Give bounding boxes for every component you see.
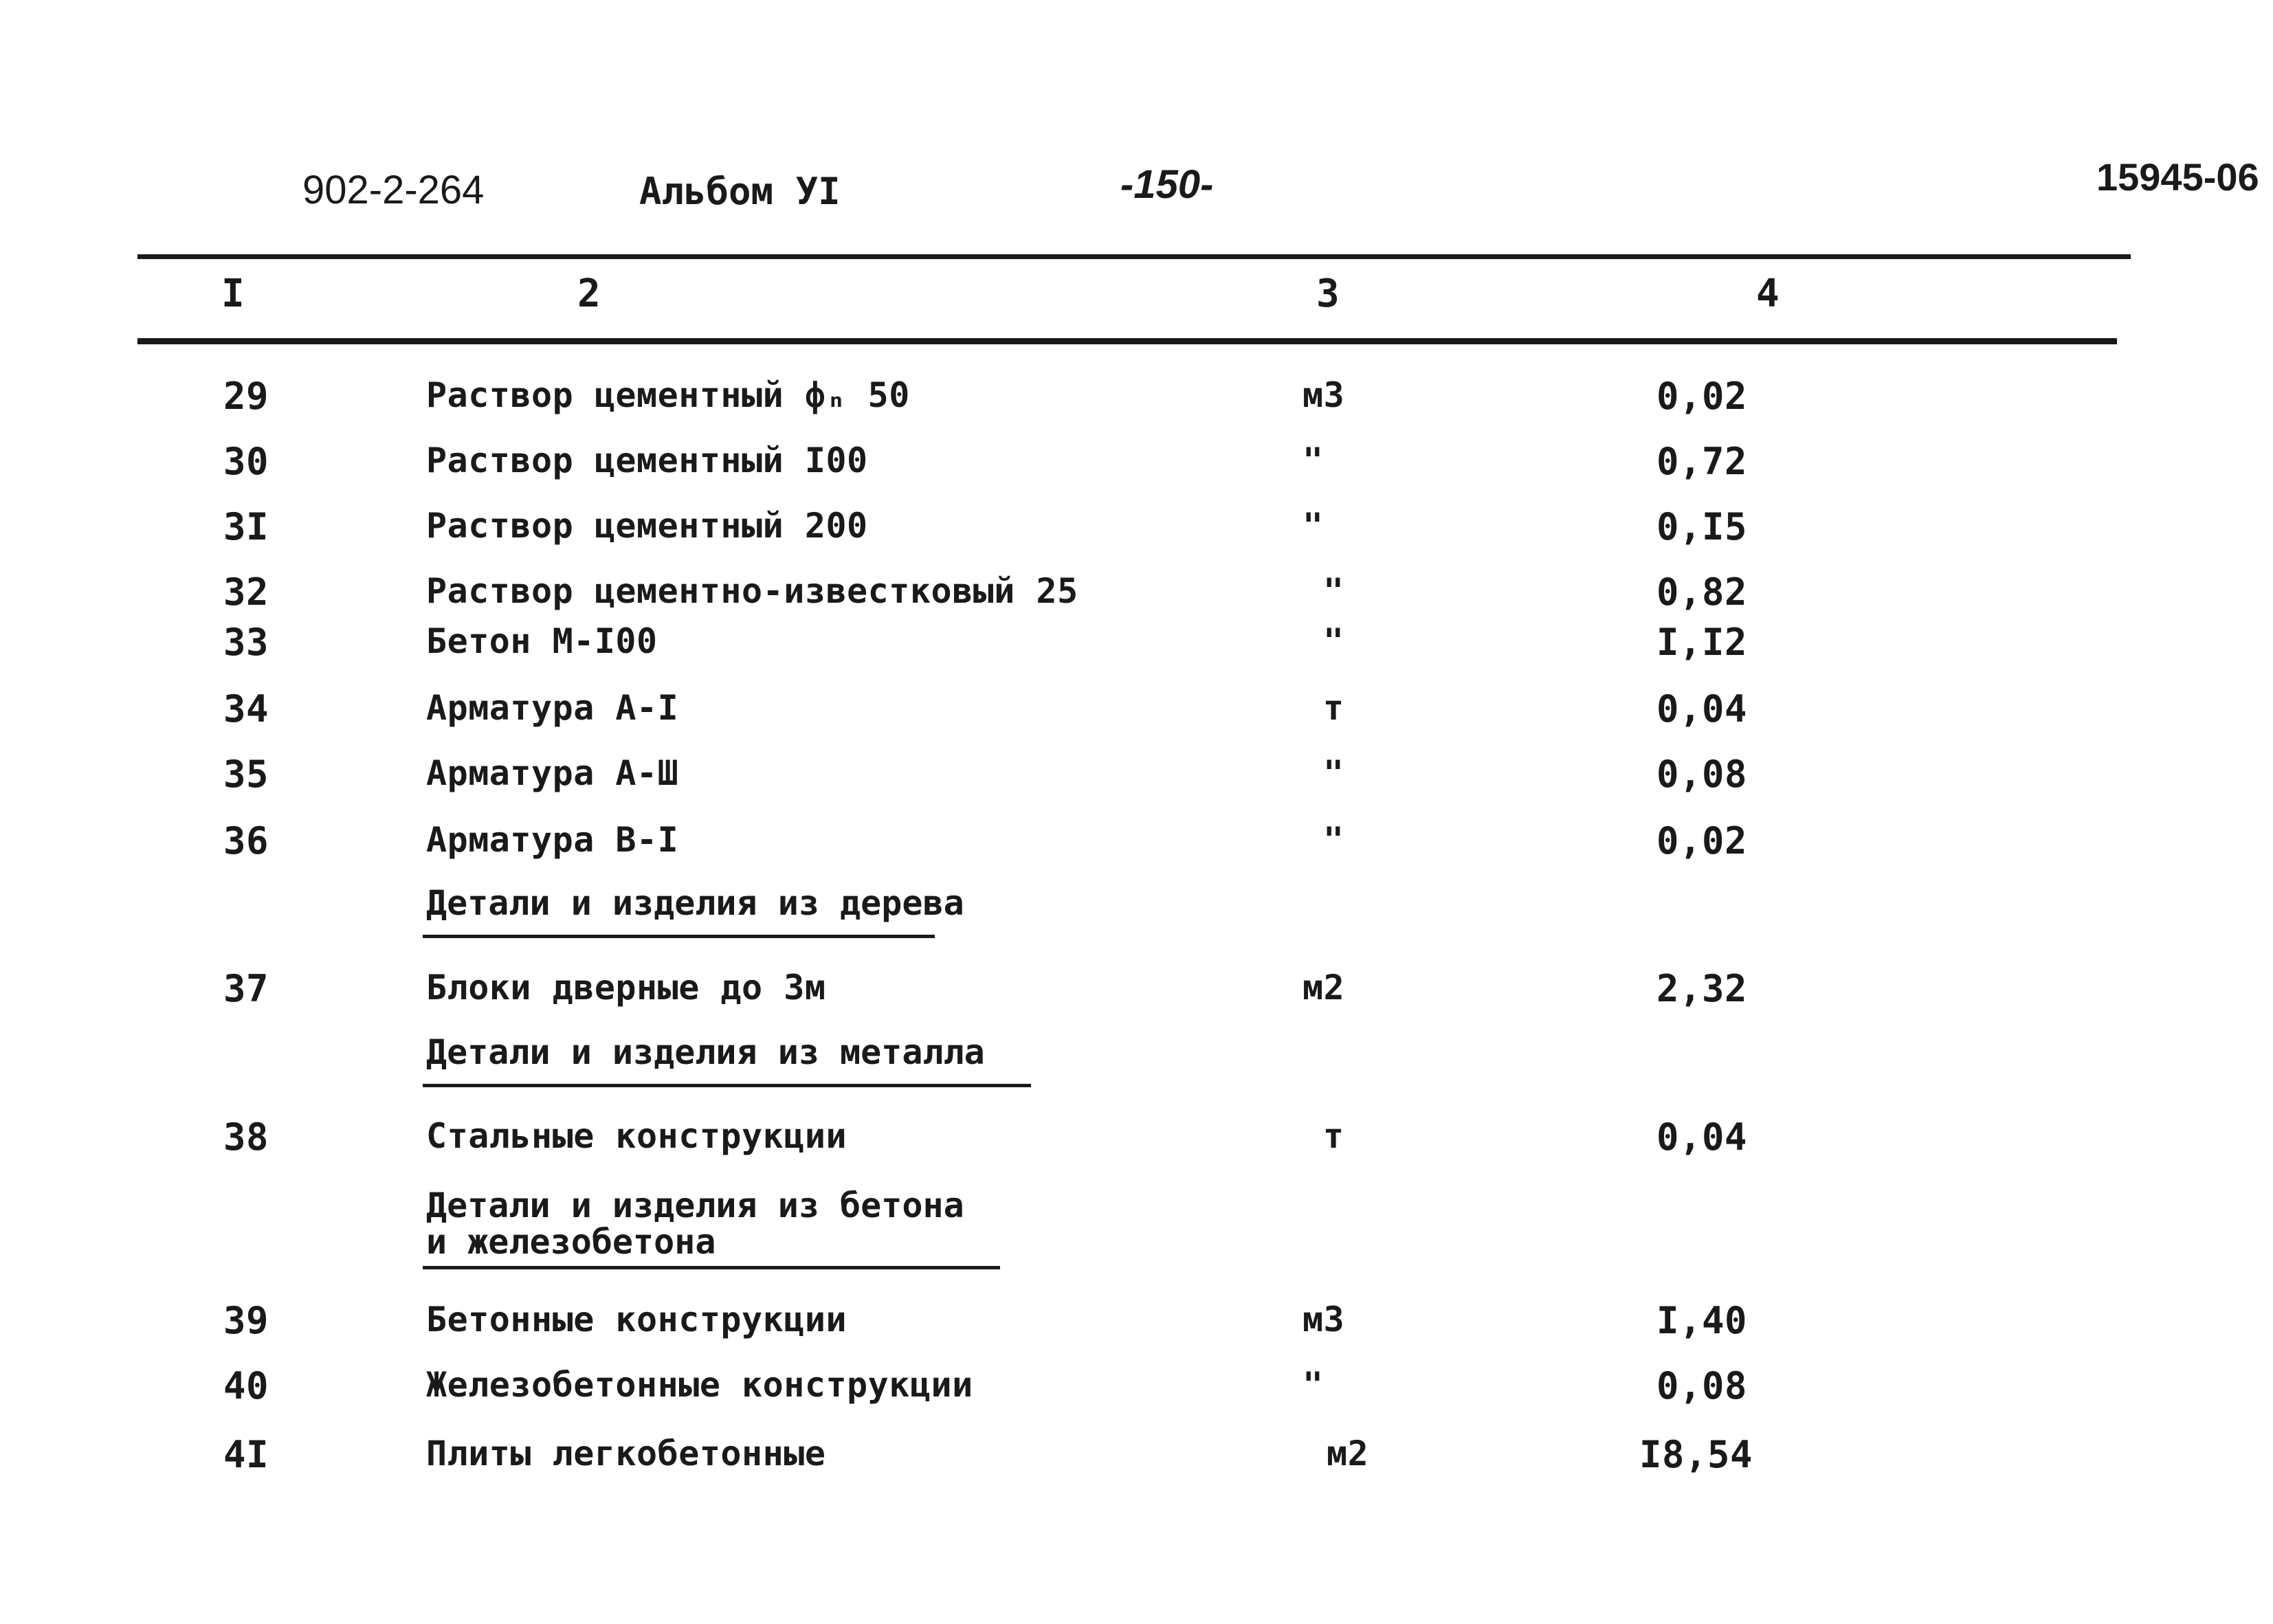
section-heading-line: и железобетона [426, 1221, 716, 1262]
row-unit: " [1302, 1365, 1324, 1405]
section-heading-metal [426, 1034, 985, 1071]
row-value: 0,04 [1656, 687, 1748, 731]
row-value: 0,I5 [1656, 505, 1748, 548]
row-unit: т [1323, 688, 1344, 728]
column-header-3: 3 [1316, 271, 1340, 316]
row-name: Раствор цементный 200 [426, 506, 868, 546]
column-header-1: I [221, 271, 245, 316]
section-heading-line: Детали и изделия из бетона [426, 1186, 964, 1225]
row-value: I,I2 [1656, 621, 1748, 664]
row-value: 0,04 [1656, 1115, 1748, 1159]
row-name: Плиты легкобетонные [426, 1434, 826, 1473]
column-header-2: 2 [577, 271, 601, 316]
row-name: Стальные конструкции [426, 1116, 847, 1156]
section-heading-line: Детали и изделия из металла [426, 1032, 985, 1072]
row-number: 30 [223, 440, 269, 483]
row-name: Арматура А-I [426, 688, 679, 728]
table-row [0, 967, 2273, 1015]
document-code: 902-2-264 [302, 168, 485, 212]
row-number: 35 [223, 753, 269, 796]
row-name: Железобетонные конструкции [426, 1365, 973, 1405]
row-value: 0,02 [1656, 375, 1748, 418]
row-name: Раствор цементно-известковый 25 [426, 571, 1078, 611]
row-number: 3I [223, 505, 269, 548]
row-number: 29 [223, 375, 269, 418]
table-row [0, 440, 2273, 488]
row-number: 37 [223, 967, 269, 1010]
row-name: Арматура А-Ш [426, 753, 679, 793]
row-number: 40 [223, 1364, 269, 1408]
row-number: 36 [223, 819, 269, 863]
row-unit: " [1323, 820, 1344, 860]
album-label: Альбом УI [639, 170, 841, 213]
section-heading-line: Детали и изделия из дерева [426, 883, 964, 923]
table-row [0, 505, 2273, 553]
row-number: 4I [223, 1433, 269, 1476]
table-row [0, 753, 2273, 801]
section-underline [423, 1084, 1031, 1087]
row-value: 0,82 [1656, 570, 1748, 614]
section-heading-concrete [426, 1188, 964, 1260]
row-value: 2,32 [1656, 967, 1748, 1010]
page-number: -150- [1120, 162, 1214, 207]
row-unit: м3 [1302, 1300, 1345, 1339]
row-unit: м3 [1302, 375, 1345, 415]
row-number: 33 [223, 621, 269, 664]
reference-number: 15945-06 [2096, 155, 2259, 199]
table-row [0, 1299, 2273, 1347]
row-unit: м2 [1327, 1434, 1369, 1473]
row-unit: " [1302, 506, 1324, 546]
table-top-rule [137, 254, 2131, 259]
table-row [0, 375, 2273, 423]
row-unit: " [1323, 753, 1344, 793]
row-value: I,40 [1656, 1299, 1748, 1342]
table-header-rule [137, 338, 2117, 344]
row-name: Раствор цементный фₙ 50 [426, 375, 910, 415]
table-row [0, 819, 2273, 867]
row-value: 0,72 [1656, 440, 1748, 483]
row-value: 0,08 [1656, 753, 1748, 796]
row-number: 32 [223, 570, 269, 614]
row-number: 38 [223, 1115, 269, 1159]
row-unit: м2 [1302, 968, 1345, 1008]
row-unit: " [1323, 571, 1344, 611]
row-value: I8,54 [1639, 1433, 1753, 1476]
row-number: 39 [223, 1299, 269, 1342]
row-name: Бетон М-I00 [426, 621, 658, 661]
section-heading-wood [426, 885, 964, 922]
row-value: 0,08 [1656, 1364, 1748, 1408]
table-row [0, 1433, 2273, 1481]
table-row [0, 570, 2273, 619]
row-name: Раствор цементный I00 [426, 441, 868, 480]
row-unit: " [1323, 621, 1344, 661]
row-name: Арматура В-I [426, 820, 679, 860]
section-underline [423, 935, 935, 938]
table-row [0, 621, 2273, 669]
row-number: 34 [223, 687, 269, 731]
row-unit: " [1302, 441, 1324, 480]
table-row [0, 687, 2273, 735]
row-unit: т [1323, 1116, 1344, 1156]
row-value: 0,02 [1656, 819, 1748, 863]
column-header-4: 4 [1756, 271, 1779, 316]
table-row [0, 1115, 2273, 1164]
row-name: Блоки дверные до 3м [426, 968, 826, 1008]
section-underline [423, 1266, 1000, 1269]
table-row [0, 1364, 2273, 1412]
row-name: Бетонные конструкции [426, 1300, 847, 1339]
